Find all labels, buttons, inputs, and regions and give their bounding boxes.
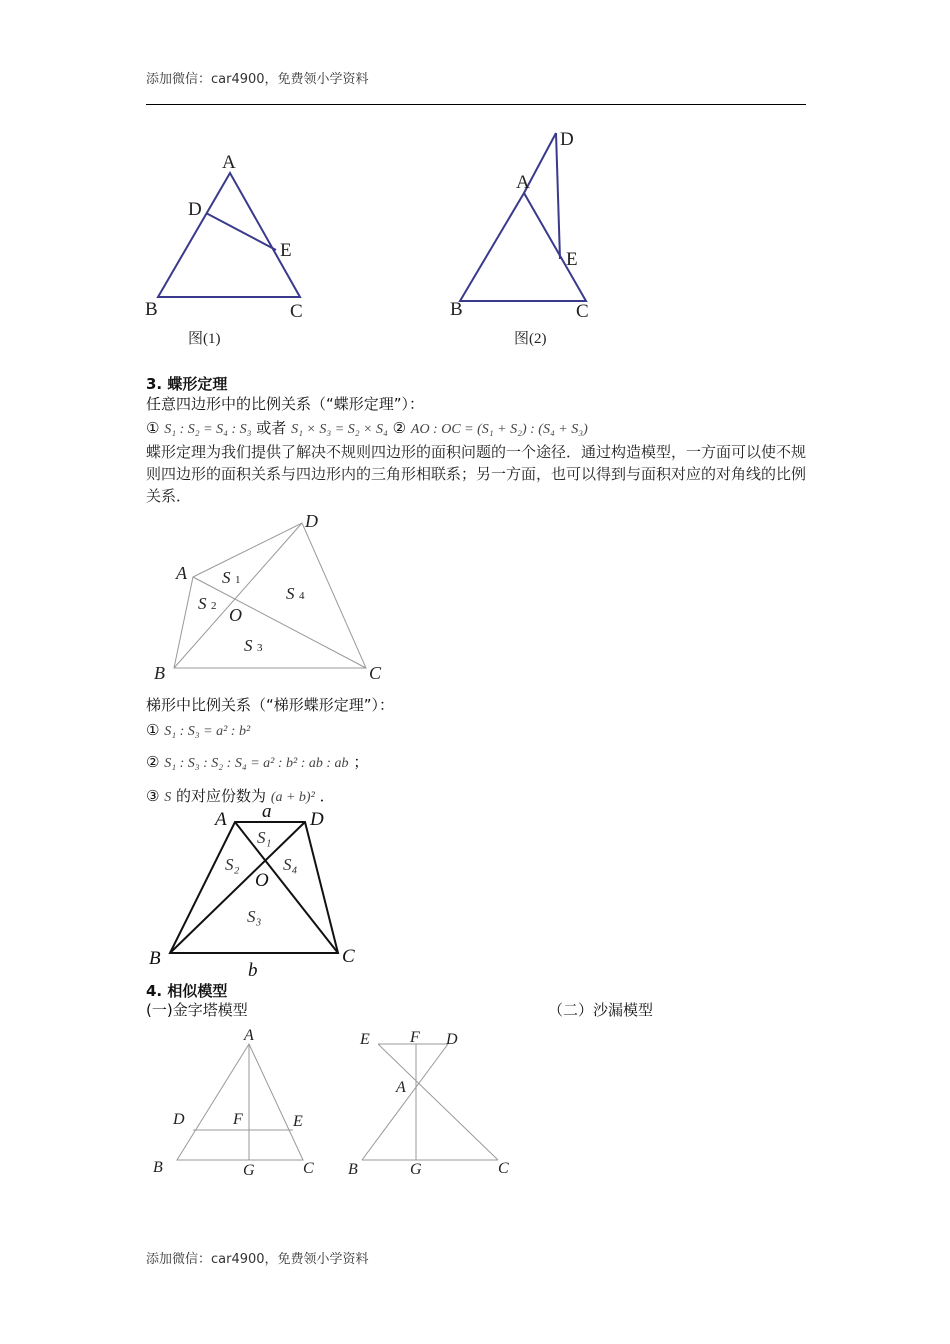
pyramid-label-a: A <box>244 1027 254 1044</box>
trap-formula-3-text: 的对应份数为 <box>176 787 267 805</box>
trap-formula-3-expr: (a + b)² <box>270 790 315 805</box>
formula-line-1 <box>146 417 588 441</box>
trap-s1: S₁ <box>257 828 272 847</box>
trap-formula-2-expr: S₁ : S₃ : S₂ : S₄ = a² : b² : ab : ab <box>164 756 349 771</box>
trap-formula-2 <box>146 751 368 775</box>
fig2-triangle <box>460 193 586 301</box>
diagonal-ac <box>193 577 366 668</box>
quad-s2: S <box>198 594 207 613</box>
fig1-label-c: C <box>290 301 303 322</box>
hourglass-label-g: G <box>410 1161 422 1178</box>
quad-s3-index: 3 <box>257 642 263 654</box>
figure-1 <box>158 173 300 297</box>
top-figures <box>140 125 640 355</box>
fig1-caption: 图(1) <box>188 331 221 347</box>
quad-figure <box>150 505 410 690</box>
pyramid-subheading: (一)金字塔模型 <box>146 1001 248 1019</box>
fig1-segment-de <box>206 213 276 250</box>
quad-label-c: C <box>369 663 382 683</box>
page-footer: 添加微信：car4900，免费领小学资料 <box>146 1252 369 1267</box>
quad-s3: S <box>244 636 253 655</box>
trap-label-bottom-b: b <box>248 960 258 981</box>
hourglass-subheading: （二）沙漏模型 <box>548 1001 654 1019</box>
hourglass-label-d: D <box>446 1031 458 1048</box>
fig2-label-d: D <box>560 129 574 150</box>
quad-s1-index: 1 <box>235 574 241 586</box>
section4-heading: 4. 相似模型 <box>146 982 228 1000</box>
fig2-label-e: E <box>566 249 578 270</box>
trap-formula-2-end: ； <box>353 753 369 771</box>
quad-label-o: O <box>229 605 242 625</box>
formula2-number: ② <box>392 419 407 437</box>
hourglass-label-c: C <box>498 1160 509 1177</box>
trap-label-o: O <box>255 870 269 891</box>
hourglass-figure <box>340 1020 540 1185</box>
fig1-triangle <box>158 173 300 297</box>
pyramid-label-d: D <box>173 1111 185 1128</box>
trap-formula-2-number: ② <box>146 753 160 771</box>
formula1-number: ① <box>146 419 160 437</box>
trapezoid-figure <box>145 800 375 985</box>
trap-label-c: C <box>342 946 355 967</box>
trap-formula-1 <box>146 719 250 743</box>
pyramid-figure <box>145 1020 335 1185</box>
page-header: 添加微信：car4900，免费领小学资料 <box>146 72 369 87</box>
quad-s2-index: 2 <box>211 600 217 612</box>
pyramid-label-f: F <box>233 1111 243 1128</box>
quad-s4: S <box>286 584 295 603</box>
fig2-label-c: C <box>576 301 589 322</box>
trap-label-d: D <box>310 809 324 830</box>
trap-diagonal-ac <box>235 822 338 953</box>
fig2-label-b: B <box>450 299 463 320</box>
pyramid-label-e: E <box>293 1113 303 1130</box>
fig1-label-d: D <box>188 199 202 220</box>
trapezoid-intro: 梯形中比例关系（“梯形蝶形定理”）： <box>146 696 395 714</box>
fig2-caption: 图(2) <box>514 331 547 347</box>
trap-label-b: B <box>149 948 161 969</box>
trap-label-a: A <box>215 809 227 830</box>
quad-s4-index: 4 <box>299 590 305 602</box>
pyramid-label-b: B <box>153 1159 163 1176</box>
trap-formula-3-end: ． <box>319 787 335 805</box>
quad-s1: S <box>222 568 231 587</box>
trap-formula-3-number: ③ <box>146 787 160 805</box>
figure-2 <box>460 133 586 301</box>
hourglass-line-ec <box>378 1044 498 1160</box>
trap-formula-1-number: ① <box>146 721 160 739</box>
quad-label-a: A <box>176 563 187 583</box>
fig1-label-b: B <box>145 299 158 320</box>
trap-label-top-a: a <box>262 801 272 822</box>
trap-formula-3-s: S <box>164 790 172 805</box>
quad-label-b: B <box>154 663 165 683</box>
section3-intro: 任意四边形中的比例关系（“蝶形定理”）： <box>146 395 425 413</box>
formula1-or: 或者 <box>256 419 287 437</box>
formula1b: S₁ × S₃ = S₂ × S₄ <box>291 422 388 437</box>
formula1: S₁ : S₂ = S₄ : S₃ <box>164 422 252 437</box>
header-rule <box>146 104 806 105</box>
formula2: AO : OC = (S₁ + S₂) : (S₄ + S₃) <box>410 422 588 437</box>
fig2-segment-de <box>556 133 560 259</box>
pyramid-label-c: C <box>303 1160 314 1177</box>
section3-paragraph: 蝶形定理为我们提供了解决不规则四边形的面积问题的一个途径．通过构造模型，一方面可以使不规则四边形的面积关系与四边形内的三角形相联系；另一方面，也可以得到与面积对应的对角线的比例关系． <box>146 443 807 505</box>
fig2-label-a: A <box>516 172 530 193</box>
trap-s3: S₃ <box>247 907 262 926</box>
diagonal-bd <box>174 523 302 668</box>
hourglass-label-f: F <box>410 1029 420 1046</box>
hourglass-line-db <box>362 1044 448 1160</box>
section3-heading: 3. 蝶形定理 <box>146 375 228 393</box>
fig1-label-e: E <box>280 240 292 261</box>
trap-diagonal-bd <box>170 822 305 953</box>
quad-label-d: D <box>305 511 318 531</box>
hourglass-label-b: B <box>348 1161 358 1178</box>
fig1-label-a: A <box>222 152 236 173</box>
hourglass-label-e: E <box>360 1031 370 1048</box>
pyramid-triangle <box>177 1044 303 1160</box>
trap-s2: S₂ <box>225 855 240 874</box>
hourglass-label-a: A <box>396 1079 406 1096</box>
trap-formula-1-expr: S₁ : S₃ = a² : b² <box>164 724 251 739</box>
pyramid-label-g: G <box>243 1162 255 1179</box>
trapezoid-outline <box>170 822 338 953</box>
trap-s4: S₄ <box>283 855 298 874</box>
